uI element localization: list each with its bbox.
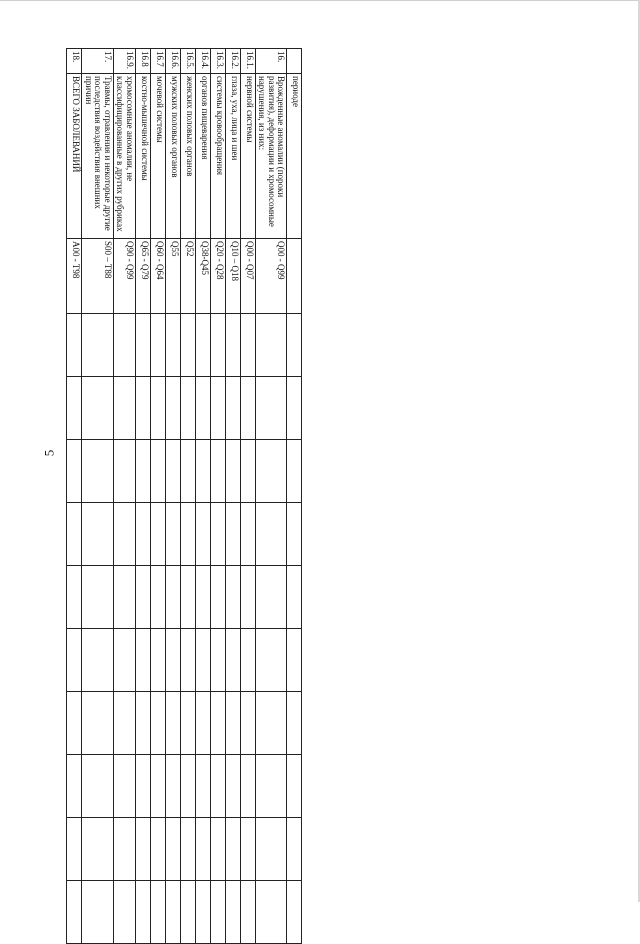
- empty-cell: [225, 818, 240, 881]
- empty-cell: [255, 440, 286, 503]
- empty-cell: [150, 692, 165, 755]
- scan-top-edge: [0, 0, 640, 1]
- table-row: [113, 49, 135, 944]
- empty-cell: [240, 755, 255, 818]
- table-row: [150, 49, 165, 944]
- empty-cell: [82, 440, 113, 503]
- empty-cell: [113, 755, 135, 818]
- icd-code: Q00 - Q07: [240, 239, 255, 314]
- row-name: хромосомные аномалии, не классифицированные в других рубриках: [113, 74, 135, 239]
- empty-cell: [113, 881, 135, 944]
- empty-cell: [180, 818, 195, 881]
- empty-cell: [180, 314, 195, 377]
- empty-cell: [255, 566, 286, 629]
- empty-cell: [150, 314, 165, 377]
- empty-cell: [165, 440, 180, 503]
- empty-cell: [195, 314, 210, 377]
- empty-cell: [150, 503, 165, 566]
- empty-cell: [180, 566, 195, 629]
- icd-code: [287, 239, 302, 314]
- row-number: 16.6.: [165, 49, 180, 74]
- empty-cell: [165, 881, 180, 944]
- empty-cell: [113, 629, 135, 692]
- empty-cell: [82, 818, 113, 881]
- empty-cell: [135, 881, 150, 944]
- empty-cell: [113, 566, 135, 629]
- icd-code: Q10 – Q18: [225, 239, 240, 314]
- row-number: 16.4.: [195, 49, 210, 74]
- icd-code: Q60 - Q64: [150, 239, 165, 314]
- icd-code: Q00 - Q99: [255, 239, 286, 314]
- table-row: [255, 49, 286, 944]
- empty-cell: [135, 818, 150, 881]
- empty-cell: [135, 755, 150, 818]
- empty-cell: [113, 440, 135, 503]
- empty-cell: [195, 818, 210, 881]
- empty-cell: [287, 566, 302, 629]
- empty-cell: [82, 314, 113, 377]
- empty-cell: [287, 314, 302, 377]
- table-row: [210, 49, 225, 944]
- empty-cell: [135, 377, 150, 440]
- empty-cell: [113, 692, 135, 755]
- row-number: 16.2.: [225, 49, 240, 74]
- empty-cell: [165, 692, 180, 755]
- empty-cell: [287, 629, 302, 692]
- empty-cell: [67, 377, 82, 440]
- empty-cell: [240, 503, 255, 566]
- empty-cell: [165, 629, 180, 692]
- row-name: Травмы, отравления и некоторые другие последствия воздействия внешних причин: [82, 74, 113, 239]
- empty-cell: [195, 503, 210, 566]
- empty-cell: [135, 629, 150, 692]
- icd-code: Q55: [165, 239, 180, 314]
- empty-cell: [135, 314, 150, 377]
- empty-cell: [225, 755, 240, 818]
- empty-cell: [240, 881, 255, 944]
- empty-cell: [225, 314, 240, 377]
- empty-cell: [255, 503, 286, 566]
- table-row: [165, 49, 180, 944]
- empty-cell: [240, 692, 255, 755]
- empty-cell: [67, 692, 82, 755]
- empty-cell: [180, 629, 195, 692]
- table-row: [82, 49, 113, 944]
- table-row: [180, 49, 195, 944]
- row-name: Врожденные аномалии (пороки развития), деформации и хромосомные нарушения, из них:: [255, 74, 286, 239]
- empty-cell: [240, 818, 255, 881]
- table-row: [225, 49, 240, 944]
- empty-cell: [210, 881, 225, 944]
- empty-cell: [210, 692, 225, 755]
- empty-cell: [287, 818, 302, 881]
- empty-cell: [180, 755, 195, 818]
- empty-cell: [67, 629, 82, 692]
- empty-cell: [255, 692, 286, 755]
- row-name: женских половых органов: [180, 74, 195, 239]
- empty-cell: [210, 503, 225, 566]
- empty-cell: [82, 755, 113, 818]
- empty-cell: [287, 377, 302, 440]
- empty-cell: [287, 503, 302, 566]
- empty-cell: [113, 818, 135, 881]
- empty-cell: [113, 377, 135, 440]
- empty-cell: [150, 755, 165, 818]
- empty-cell: [180, 377, 195, 440]
- empty-cell: [195, 755, 210, 818]
- empty-cell: [165, 314, 180, 377]
- icd-code: Q20 - Q28: [210, 239, 225, 314]
- empty-cell: [135, 440, 150, 503]
- empty-cell: [165, 377, 180, 440]
- empty-cell: [240, 314, 255, 377]
- empty-cell: [67, 440, 82, 503]
- empty-cell: [135, 692, 150, 755]
- empty-cell: [135, 566, 150, 629]
- morbidity-table: [67, 48, 303, 944]
- row-number: 16.1.: [240, 49, 255, 74]
- row-number: 16.8: [135, 49, 150, 74]
- row-name: мужских половых органов: [165, 74, 180, 239]
- row-name: системы кровообращения: [210, 74, 225, 239]
- empty-cell: [240, 629, 255, 692]
- empty-cell: [150, 881, 165, 944]
- empty-cell: [240, 566, 255, 629]
- empty-cell: [255, 629, 286, 692]
- empty-cell: [225, 692, 240, 755]
- icd-code: A00 - T98: [67, 239, 82, 314]
- empty-cell: [210, 314, 225, 377]
- empty-cell: [195, 881, 210, 944]
- empty-cell: [195, 566, 210, 629]
- empty-cell: [165, 818, 180, 881]
- empty-cell: [225, 503, 240, 566]
- empty-cell: [180, 440, 195, 503]
- empty-cell: [287, 692, 302, 755]
- empty-cell: [195, 377, 210, 440]
- icd-code: Q90 - Q99: [113, 239, 135, 314]
- empty-cell: [67, 755, 82, 818]
- empty-cell: [67, 314, 82, 377]
- empty-cell: [82, 881, 113, 944]
- empty-cell: [210, 566, 225, 629]
- table-row: [195, 49, 210, 944]
- empty-cell: [150, 440, 165, 503]
- row-number: 16.3.: [210, 49, 225, 74]
- empty-cell: [180, 692, 195, 755]
- empty-cell: [240, 377, 255, 440]
- row-name: ВСЕГО ЗАБОЛЕВАНИЙ: [67, 74, 82, 239]
- empty-cell: [82, 692, 113, 755]
- row-number: [287, 49, 302, 74]
- table-row: [240, 49, 255, 944]
- morbidity-table-rotated: [62, 48, 302, 928]
- empty-cell: [195, 629, 210, 692]
- empty-cell: [165, 755, 180, 818]
- icd-code: Q52: [180, 239, 195, 314]
- empty-cell: [195, 692, 210, 755]
- row-number: 18.: [67, 49, 82, 74]
- empty-cell: [67, 503, 82, 566]
- empty-cell: [255, 377, 286, 440]
- empty-cell: [82, 503, 113, 566]
- empty-cell: [255, 314, 286, 377]
- empty-cell: [180, 503, 195, 566]
- empty-cell: [255, 818, 286, 881]
- empty-cell: [195, 440, 210, 503]
- empty-cell: [240, 440, 255, 503]
- row-name: костно-мышечной системы: [135, 74, 150, 239]
- empty-cell: [255, 881, 286, 944]
- empty-cell: [67, 818, 82, 881]
- icd-code: S00 – T88: [82, 239, 113, 314]
- empty-cell: [180, 881, 195, 944]
- row-name: органов пищеварения: [195, 74, 210, 239]
- empty-cell: [225, 881, 240, 944]
- empty-cell: [150, 566, 165, 629]
- row-name: мочевой системы: [150, 74, 165, 239]
- table-row: [287, 49, 302, 944]
- empty-cell: [225, 566, 240, 629]
- empty-cell: [255, 755, 286, 818]
- empty-cell: [150, 818, 165, 881]
- empty-cell: [113, 314, 135, 377]
- row-name: периоде: [287, 74, 302, 239]
- page-number: 5: [41, 449, 57, 457]
- empty-cell: [210, 377, 225, 440]
- empty-cell: [225, 629, 240, 692]
- empty-cell: [287, 440, 302, 503]
- empty-cell: [67, 566, 82, 629]
- table-row: [135, 49, 150, 944]
- row-name: нервной системы: [240, 74, 255, 239]
- row-number: 16.9.: [113, 49, 135, 74]
- empty-cell: [135, 503, 150, 566]
- row-number: 16.7: [150, 49, 165, 74]
- empty-cell: [287, 755, 302, 818]
- empty-cell: [82, 629, 113, 692]
- row-name: глаза, уха, лица и шеи: [225, 74, 240, 239]
- empty-cell: [165, 566, 180, 629]
- empty-cell: [225, 377, 240, 440]
- empty-cell: [82, 566, 113, 629]
- empty-cell: [165, 503, 180, 566]
- row-number: 17.: [82, 49, 113, 74]
- icd-code: Q38-Q45: [195, 239, 210, 314]
- empty-cell: [210, 818, 225, 881]
- empty-cell: [210, 629, 225, 692]
- icd-code: Q65 - Q79: [135, 239, 150, 314]
- empty-cell: [287, 881, 302, 944]
- empty-cell: [113, 503, 135, 566]
- row-number: 16.: [255, 49, 286, 74]
- empty-cell: [210, 440, 225, 503]
- row-number: 16.5.: [180, 49, 195, 74]
- table-row: [67, 49, 82, 944]
- empty-cell: [150, 629, 165, 692]
- empty-cell: [150, 377, 165, 440]
- empty-cell: [210, 755, 225, 818]
- empty-cell: [82, 377, 113, 440]
- empty-cell: [67, 881, 82, 944]
- empty-cell: [225, 440, 240, 503]
